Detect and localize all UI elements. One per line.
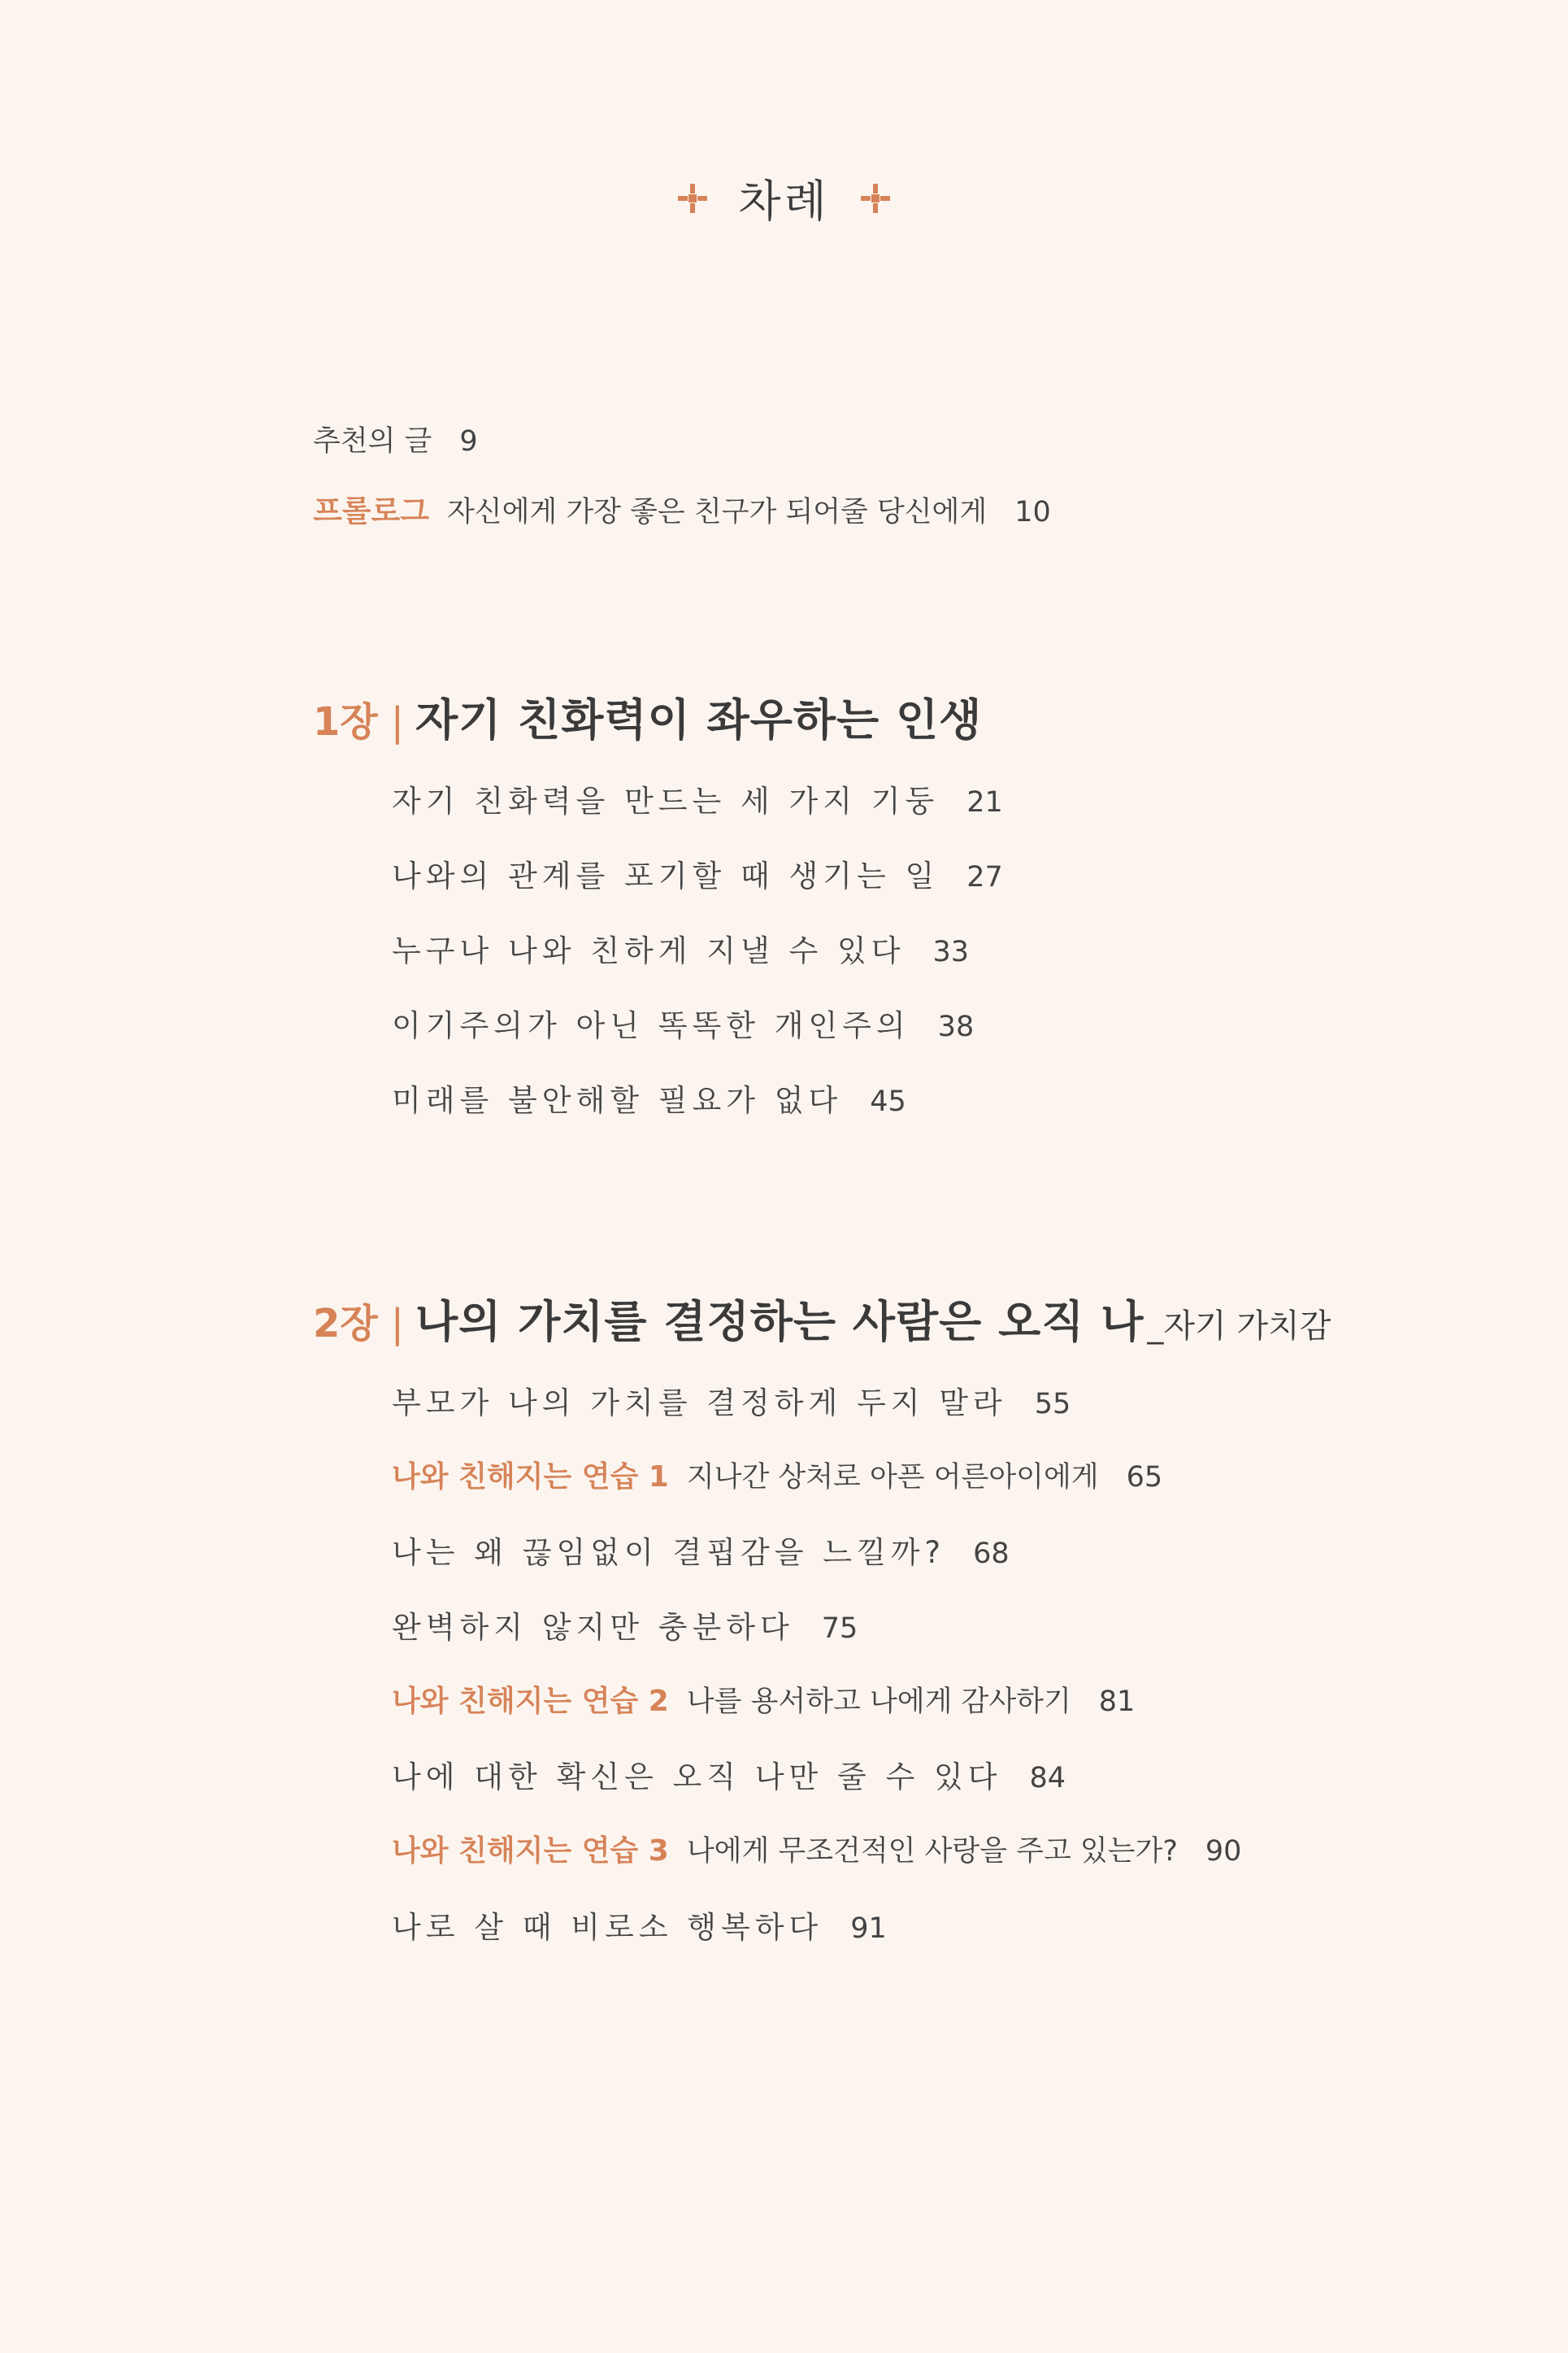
toc-entry[interactable] (392, 1603, 858, 1646)
toc-entry-prologue[interactable] (313, 486, 1051, 530)
prologue-label: 프롤로그 (313, 494, 429, 528)
page-number: 65 (1126, 1461, 1163, 1494)
toc-entry-exercise[interactable] (392, 1678, 1135, 1720)
entry-title: 이기주의가 아닌 똑똑한 개인주의 (392, 1008, 910, 1043)
toc-entry[interactable] (392, 851, 1003, 895)
toc-entry[interactable] (392, 1528, 1010, 1572)
page-number: 38 (937, 1011, 975, 1043)
entry-title: 완벽하지 않지만 충분하다 (392, 1610, 794, 1645)
page-number: 9 (459, 425, 478, 458)
entry-title: 나로 살 때 비로소 행복하다 (392, 1910, 823, 1945)
toc-entry[interactable] (392, 776, 1003, 820)
chapter-number: 2장 (313, 1301, 378, 1346)
chapter-title: 자기 친화력이 좌우하는 인생 (415, 694, 983, 746)
toc-header (0, 167, 1568, 229)
toc-entry[interactable] (392, 1903, 887, 1946)
chapter-divider: | (390, 699, 404, 745)
page-number: 10 (1014, 496, 1051, 528)
toc-entry-recommendation[interactable] (313, 419, 478, 459)
page-number: 33 (932, 936, 969, 968)
left-ornament-icon (676, 182, 709, 215)
chapter-subtitle: _자기 가치감 (1147, 1307, 1331, 1345)
page-number: 75 (821, 1612, 858, 1645)
exercise-label: 나와 친해지는 연습 3 (392, 1834, 669, 1868)
entry-title: 나는 왜 끊임없이 결핍감을 느낄까? (392, 1535, 946, 1570)
chapter-heading-1[interactable] (313, 685, 982, 748)
page-number: 68 (973, 1537, 1010, 1570)
entry-title: 자기 친화력을 만드는 세 가지 기둥 (392, 784, 940, 819)
toc-entry[interactable] (392, 1076, 906, 1120)
page-number: 90 (1205, 1835, 1242, 1868)
page-number: 27 (966, 861, 1003, 894)
exercise-label: 나와 친해지는 연습 1 (392, 1460, 669, 1494)
exercise-label: 나와 친해지는 연습 2 (392, 1685, 669, 1718)
entry-title: 나에게 무조건적인 사랑을 주고 있는가? (686, 1835, 1178, 1868)
chapter-title: 나의 가치를 결정하는 사람은 오직 나 (415, 1295, 1145, 1347)
chapter-divider: | (390, 1301, 404, 1346)
entry-title: 미래를 불안해할 필요가 없다 (392, 1083, 843, 1118)
toc-entry[interactable] (392, 1752, 1066, 1796)
prologue-title: 자신에게 가장 좋은 친구가 되어줄 당신에게 (446, 496, 988, 528)
toc-entry[interactable] (392, 926, 969, 970)
page-number: 21 (966, 786, 1003, 819)
entry-title: 누구나 나와 친하게 지낼 수 있다 (392, 933, 906, 968)
toc-entry[interactable] (392, 1378, 1071, 1422)
toc-entry-exercise[interactable] (392, 1828, 1241, 1869)
entry-title: 나를 용서하고 나에게 감사하기 (686, 1685, 1071, 1718)
page-title: 차례 (738, 176, 830, 227)
entry-title: 나와의 관계를 포기할 때 생기는 일 (392, 859, 940, 894)
entry-title: 부모가 나의 가치를 결정하게 두지 말라 (392, 1385, 1007, 1420)
toc-entry-exercise[interactable] (392, 1454, 1162, 1495)
page-number: 55 (1034, 1388, 1071, 1420)
chapter-number: 1장 (313, 699, 378, 745)
page-number: 84 (1029, 1762, 1066, 1794)
page-number: 81 (1098, 1685, 1136, 1718)
chapter-heading-2[interactable] (313, 1287, 1331, 1350)
recommendation-label: 추천의 글 (313, 425, 432, 458)
toc-entry[interactable] (392, 1001, 974, 1045)
page-number: 91 (850, 1912, 887, 1945)
entry-title: 나에 대한 확신은 오직 나만 줄 수 있다 (392, 1759, 1002, 1794)
entry-title: 지나간 상처로 아픈 어른아이에게 (686, 1461, 1099, 1494)
page-number: 45 (870, 1085, 906, 1118)
right-ornament-icon (859, 182, 892, 215)
